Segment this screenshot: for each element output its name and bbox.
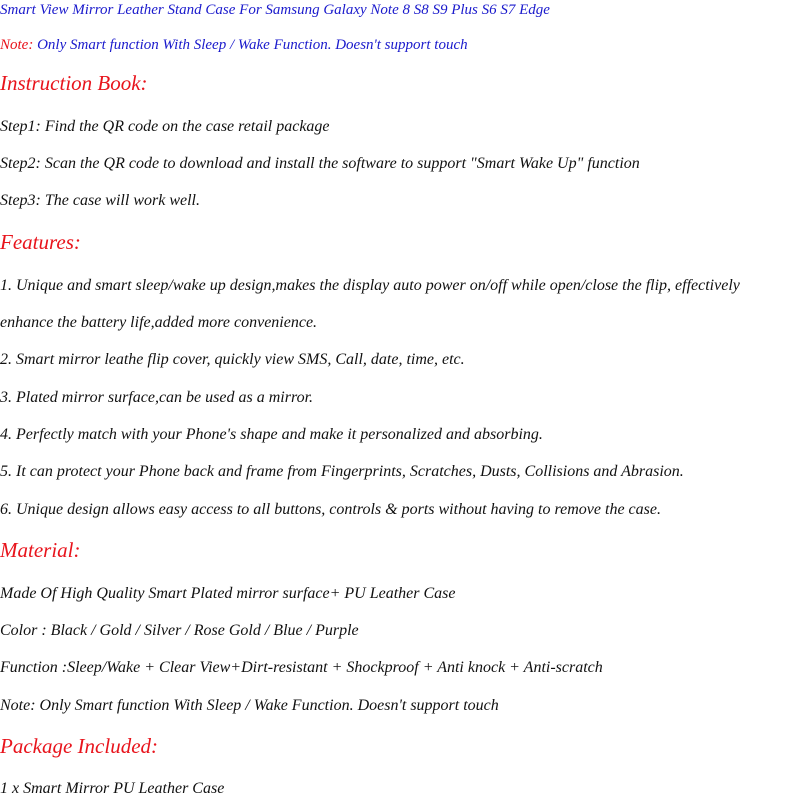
- product-title: Smart View Mirror Leather Stand Case For Samsung Galaxy Note 8 S8 S9 Plus S6 S7 Edge: [0, 2, 550, 18]
- package-heading: Package Included:: [0, 734, 159, 758]
- instruction-heading: Instruction Book:: [0, 71, 148, 95]
- package-line-1: 1 x Smart Mirror PU Leather Case: [0, 780, 225, 797]
- feature-item-4: 4. Perfectly match with your Phone's shape and make it personalized and absorbing.: [0, 426, 543, 443]
- top-note-label: Note:: [0, 37, 34, 53]
- feature-item-2: 2. Smart mirror leathe flip cover, quickly view SMS, Call, date, time, etc.: [0, 351, 465, 368]
- material-line-3: Function :Sleep/Wake + Clear View+Dirt-resistant + Shockproof + Anti knock + Anti-scratch: [0, 659, 603, 676]
- material-line-4: Note: Only Smart function With Sleep / Wake Function. Doesn't support touch: [0, 697, 499, 714]
- material-line-2: Color : Black / Gold / Silver / Rose Gold / Blue / Purple: [0, 622, 359, 639]
- feature-item-6: 6. Unique design allows easy access to all buttons, controls & ports without having to remove the case.: [0, 501, 661, 518]
- instruction-step-1: Step1: Find the QR code on the case retail package: [0, 118, 330, 135]
- top-note-text: Only Smart function With Sleep / Wake Function. Doesn't support touch: [33, 37, 468, 53]
- material-line-1: Made Of High Quality Smart Plated mirror surface+ PU Leather Case: [0, 585, 456, 602]
- material-heading: Material:: [0, 538, 81, 562]
- top-note: [0, 38, 468, 53]
- feature-item-5: 5. It can protect your Phone back and frame from Fingerprints, Scratches, Dusts, Collisions and Abrasion.: [0, 463, 684, 480]
- instruction-step-3: Step3: The case will work well.: [0, 192, 200, 209]
- feature-item-3: 3. Plated mirror surface,can be used as a mirror.: [0, 389, 314, 406]
- features-heading: Features:: [0, 230, 81, 254]
- feature-item-1-continued: enhance the battery life,added more convenience.: [0, 314, 318, 331]
- instruction-step-2: Step2: Scan the QR code to download and install the software to support "Smart Wake Up" function: [0, 155, 640, 172]
- feature-item-1: 1. Unique and smart sleep/wake up design,makes the display auto power on/off while open/close the flip, effectively: [0, 277, 740, 294]
